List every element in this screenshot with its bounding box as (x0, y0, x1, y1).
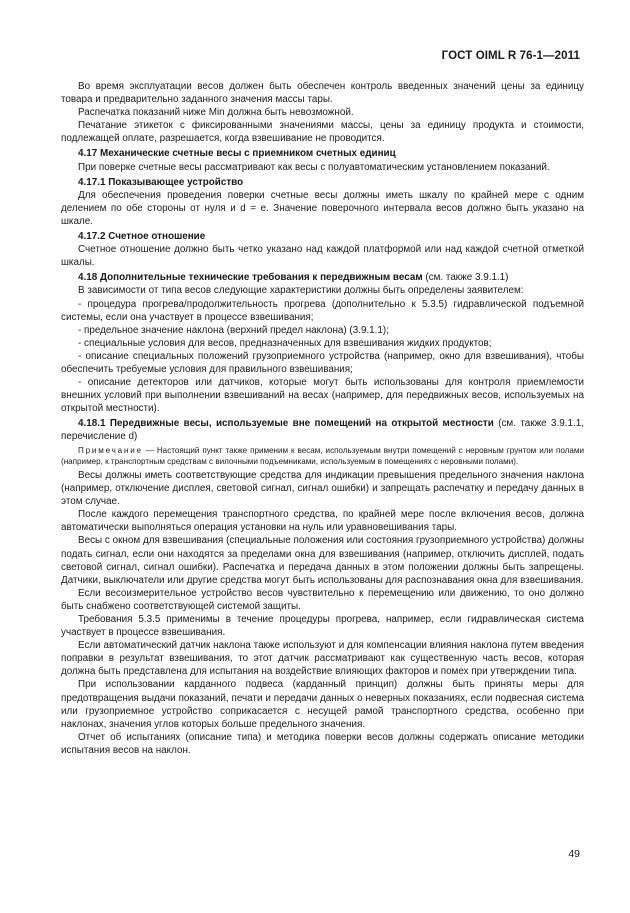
note-text: — Настоящий пункт также применим к весам, используемым внутри помещений с неровным грунтом или полами (например, к транспортным средствам с вилочными подъемниками, используемым в помещениях с неровными полами). (61, 445, 584, 466)
list-item: - предельное значение наклона (верхний предел наклона) (3.9.1.1); (78, 324, 389, 336)
section-heading-4-17-2: 4.17.2 Счетное отношение (78, 231, 206, 243)
section-heading-4-18-text: 4.18 Дополнительные технические требования к передвижным весам (78, 272, 423, 284)
paragraph: Отчет об испытаниях (описание типа) и методика поверки весов должны содержать описание методики испытания весов на наклон. (61, 731, 584, 756)
document-body (61, 80, 584, 757)
list-item: - специальные условия для весов, предназначенных для взвешивания жидких продуктов; (78, 337, 492, 349)
list-item: - описание детекторов или датчиков, которые могут быть использованы для контроля приемлемости внешних условий при выполнении взвешиваний на весах (например, для передвижных весов, используемых на открытой местности). (61, 377, 584, 415)
paragraph: Весы с окном для взвешивания (специальные положения или состояния грузоприемного устройства) должны подать сигнал, если они находятся за пределами окна для взвешивания (например, отключить дисплей, подать световой сигнал, сигнал ошибки). Распечатка и передача данных в этом положении должны быть запрещены. Датчики, выключатели или другие средства могут быть использованы для распознавания окна для взвешивания. (61, 535, 584, 586)
paragraph: Весы должны иметь соответствующие средства для индикации превышения предельного значения наклона (например, отключение дисплея, световой сигнал, сигнал ошибки) и запрещать распечатку и передачу данных в этом случае. (61, 469, 584, 508)
paragraph: Требования 5.3.5 применимы в течение процедуры прогрева, например, если гидравлическая система участвует в процессе взвешивания. (61, 613, 584, 639)
paragraph: В зависимости от типа весов следующие характеристики должны быть определены заявителем: (78, 285, 524, 297)
section-heading-4-18-reference: (см. также 3.9.1.1) (422, 272, 509, 284)
paragraph: При поверке счетные весы рассматривают как весы с полуавтоматическим установлением показаний. (78, 161, 550, 173)
paragraph: Счетное отношение должно быть четко указано над каждой платформой или над каждой счетной отметкой шкалы. (61, 244, 584, 269)
paragraph: Во время эксплуатации весов должен быть обеспечен контроль введенных значений цены за единицу товара и предварительно заданного значения массы тары. (61, 81, 584, 106)
section-heading-4-18-1-reference: (см. также 3.9.1.1, перечисление d) (61, 418, 584, 443)
page-number: 49 (568, 848, 580, 860)
section-heading-4-18-1 (61, 417, 584, 443)
paragraph: При использовании карданного подвеса (карданный принцип) должны быть приняты меры для предотвращения выдачи показаний, печати и передачи данных о неверных показаниях, если подвесная система или грузоприемное устройство соприкасается с несущей рамой транспортного средства, особенно при наклонах, значения углов которых больше предельного значения. (61, 679, 584, 730)
paragraph: Если автоматический датчик наклона также используют и для компенсации влияния наклона путем введения поправки в результат взвешивания, то этот датчик рассматривают как существенную часть весов, которая должна быть представлена для испытания на воздействие влияющих факторов и помех при утверждении типа. (61, 640, 584, 678)
list-item: - процедура прогрева/продолжительность прогрева (дополнительно к 5.3.5) гидравлической подъемной системы, если она участвует в процессе взвешивания; (61, 298, 584, 323)
paragraph: Если весоизмерительное устройство весов чувствительно к перемещению или движению, то оно должно быть снабжено соответствующей системой защиты. (61, 587, 584, 612)
section-heading-4-18-1-text: 4.18.1 Передвижные весы, используемые вне помещений на открытой местности (78, 418, 494, 430)
list-item: - описание специальных положений грузоприемного устройства (например, окно для взвешивания), чтобы обеспечить требуемые условия для правильного взвешивания; (61, 350, 584, 375)
section-heading-4-17-1: 4.17.1 Показывающее устройство (78, 176, 244, 188)
paragraph: Печатание этикеток с фиксированными значениями массы, цены за единицу продукта и стоимости, подлежащей оплате, разрешается, когда взвешивание не проводится. (61, 120, 584, 145)
paragraph: Распечатка показаний ниже Min должна быть невозможной. (78, 107, 354, 119)
paragraph: После каждого перемещения транспортного средства, по крайней мере после включения весов, должна автоматически выполняться операция установки на нуль или уравновешивания тары. (61, 509, 584, 534)
note-label: Примечание (78, 445, 143, 455)
section-heading-4-18 (61, 271, 584, 284)
note (61, 445, 584, 467)
paragraph: Для обеспечения проведения поверки счетные весы должны иметь шкалу по крайней мере с одним делением по обе стороны от нуля и d = e. Значение поверочного интервала весов должно быть указано на шкале. (61, 189, 584, 227)
header-standard-title: ГОСТ OIML R 76-1—2011 (441, 50, 580, 62)
section-heading-4-17: 4.17 Механические счетные весы с приемником счетных единиц (78, 148, 396, 160)
